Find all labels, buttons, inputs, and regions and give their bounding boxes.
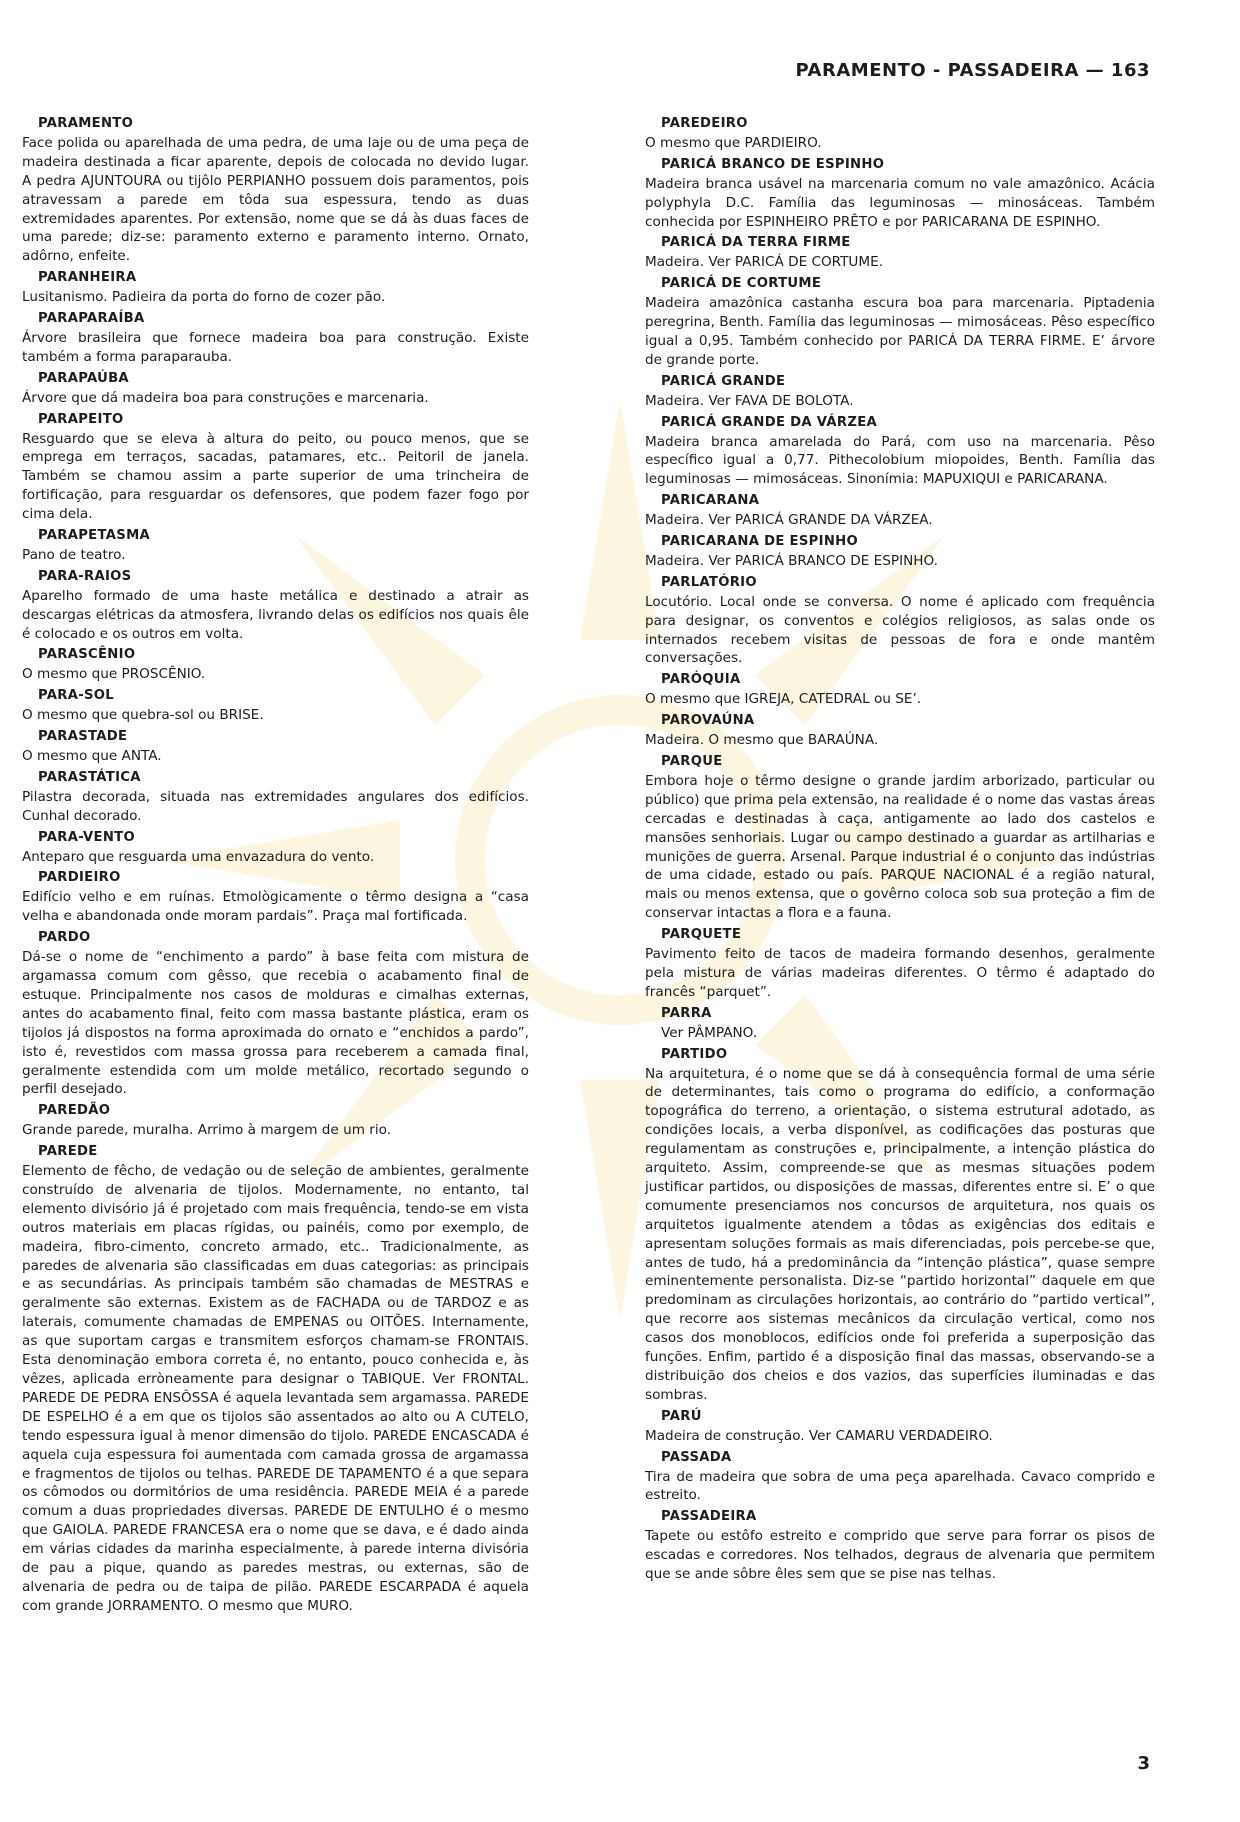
entry-term: PARAPAÚBA	[38, 370, 129, 386]
entry-term: PASSADA	[661, 1449, 732, 1465]
dictionary-entry	[22, 646, 529, 684]
entry-definition: Madeira amazônica castanha escura boa para marcenaria. Piptadenia peregrina, Benth. Família das leguminosas — mimosáceas. Pêso específico igual a 0,95. Também conhecido por PARICÁ DA TERRA FIRME. E’ árvore de grande porte.	[645, 295, 1155, 368]
entry-definition: Madeira de construção. Ver CAMARU VERDADEIRO.	[645, 1427, 993, 1444]
dictionary-entry	[645, 1005, 1155, 1043]
dictionary-entry	[22, 769, 529, 826]
dictionary-entry	[22, 829, 529, 867]
right-column	[645, 115, 1155, 1587]
running-header: PARAMENTO - PASSADEIRA — 163	[795, 60, 1150, 81]
entry-definition: O mesmo que ANTA.	[22, 748, 162, 764]
entry-definition: Anteparo que resguarda uma envazadura do vento.	[22, 848, 375, 865]
entry-definition: Grande parede, muralha. Arrimo à margem de um rio.	[22, 1122, 392, 1139]
entry-term: PARASTÁTICA	[38, 769, 141, 785]
dictionary-entry	[645, 1449, 1155, 1506]
entry-term: PARICARANA DE ESPINHO	[661, 534, 859, 550]
entry-term: PARASCÊNIO	[38, 647, 136, 663]
entry-definition: Madeira branca amarelada do Pará, com uso na marcenaria. Pêso específico igual a 0,77. Pithecolobium miopoides, Benth. Família das leguminosas — mimosáceas. Sinonímia: MAPUXIQUI e PARICARANA.	[645, 433, 1155, 488]
entry-definition: Pano de teatro.	[22, 546, 126, 563]
entry-definition: Na arquitetura, é o nome que se dá à consequência formal de uma série de determinantes, tais como o programa do edifício, a conformação topográfica do terreno, a orientação, o sistema estrutural adotado, as condições locais, a verba disponível, as codificações das posturas que regulamentam as construções e, principalmente, a intenção plástica do arquiteto. Assim, compreende-se que as mesmas situações podem justificar partidos, ou disposições de massas, diferentes entre si. E’ o que comumente presenciamos nos concursos de arquitetura, nos quais os arquitetos igualmente atendem a tôdas as exigências dos editais e apresentam soluções formais as mais diferenciadas, pois percebe-se que, antes de tudo, há a predominância da “intenção plástica”, quase sempre eminentemente personalista. Diz-se “partido horizontal” daquele em que predominam as circulações horizontais, ao contrário do “partido vertical”, que recorre aos sistemas mecânicos da circulação vertical, como nos casos dos monoblocos, edifícios onde foi preferida a superposição das funções. Enfim, partido é a disposição final das massas, observando-se a distribuição dos cheios e dos vazios, das superfícies iluminadas e das sombras.	[645, 1065, 1155, 1403]
page-number: 3	[1137, 1753, 1150, 1774]
entry-definition: O mesmo que quebra-sol ou BRISE.	[22, 707, 264, 724]
entry-term: PARQUETE	[661, 927, 742, 943]
entry-term: PARÚ	[661, 1408, 702, 1424]
entry-definition: Pavimento feito de tacos de madeira formando desenhos, geralmente pela mistura de várias madeiras diferentes. O têrmo é adaptado do francês “parquet”.	[645, 946, 1155, 1000]
dictionary-entry	[22, 1102, 529, 1140]
entry-definition: Resguardo que se eleva à altura do peito, ou pouco menos, que se emprega em terraços, sacadas, patamares, etc.. Peitoril de janela. Também se chamou assim a parte superior de uma trincheira de fortificação, para resguardar os defensores, que podem fazer fogo por cima dela.	[22, 430, 529, 523]
dictionary-entry	[645, 492, 1155, 530]
dictionary-entry	[645, 414, 1155, 490]
dictionary-entry	[22, 269, 529, 307]
entry-definition: Árvore brasileira que fornece madeira boa para construção. Existe também a forma paraparauba.	[22, 329, 529, 365]
entry-term: PAREDÃO	[38, 1103, 111, 1119]
entry-term: PAREDEIRO	[661, 116, 748, 131]
dictionary-entry	[645, 275, 1155, 370]
entry-term: PARICÁ DA TERRA FIRME	[661, 235, 851, 251]
entry-term: PAREDE	[38, 1144, 98, 1160]
dictionary-entry	[645, 1046, 1155, 1405]
entry-definition: Tira de madeira que sobra de uma peça aparelhada. Cavaco comprido e estreito.	[645, 1468, 1155, 1504]
entry-definition: Ver PÂMPANO.	[661, 1024, 758, 1041]
entry-definition: Embora hoje o têrmo designe o grande jardim arborizado, particular ou público) que prima pela extensão, na realidade é o nome das vastas áreas cercadas e destinadas à caça, antigamente ao lado dos castelos e mansões senhoriais. Lugar ou campo destinado a guardar as artilharias e munições de guerra. Arsenal. Parque industrial é o conjunto das indústrias de uma cidade, estado ou país. PARQUE NACIONAL é a região natural, mais ou menos extensa, que o govêrno coloca sob sua proteção a fim de conservar intactas a flora e a fauna.	[645, 772, 1155, 922]
entry-term: PARICARANA	[661, 493, 760, 509]
entry-definition: Madeira. Ver FAVA DE BOLOTA.	[645, 392, 854, 409]
entry-definition: Dá-se o nome de “enchimento a pardo” à base feita com mistura de argamassa comum com gêsso, que recebia o acabamento final de estuque. Principalmente nos casos de molduras e cimalhas externas, antes do acabamento final, feito com massa bastante plástica, eram os tijolos já dispostos na forma aproximada do ornato e “enchidos a pardo”, isto é, revestidos com massa grossa para receberem a camada final, geralmente estendida com um molde metálico, recortado segundo o perfil desejado.	[22, 949, 529, 1098]
entry-term: PASSADEIRA	[661, 1509, 757, 1525]
entry-term: PAROVAÚNA	[661, 713, 755, 729]
dictionary-entry	[22, 115, 529, 266]
dictionary-entry	[645, 373, 1155, 411]
entry-definition: Madeira. Ver PARICÁ GRANDE DA VÁRZEA.	[645, 512, 933, 529]
entry-term: PARTIDO	[661, 1046, 728, 1062]
entry-definition: Aparelho formado de uma haste metálica e destinado a atrair as descargas elétricas da atmosfera, livrando delas os edifícios nos quais êle é colocado e os outros em volta.	[22, 587, 529, 642]
entry-definition: Madeira. O mesmo que BARAÚNA.	[645, 732, 879, 749]
entry-term: PARRA	[661, 1005, 712, 1021]
dictionary-entry	[645, 926, 1155, 1002]
entry-term: PARICÁ GRANDE DA VÁRZEA	[661, 414, 878, 430]
entry-definition: Madeira. Ver PARICÁ DE CORTUME.	[645, 254, 884, 271]
dictionary-entry	[22, 929, 529, 1099]
entry-term: PARDO	[38, 930, 91, 946]
dictionary-entry	[22, 411, 529, 524]
entry-term: PARQUE	[661, 754, 723, 769]
left-column	[22, 115, 529, 1619]
dictionary-entry	[645, 156, 1155, 232]
dictionary-entry	[22, 370, 529, 408]
entry-definition: Edifício velho e em ruínas. Etmològicamente o têrmo designa a “casa velha e abandonada onde moram pardais”. Praça mal fortificada.	[22, 889, 529, 925]
entry-term: PARAPETASMA	[38, 528, 150, 544]
dictionary-entry	[645, 712, 1155, 750]
entry-definition: O mesmo que IGREJA, CATEDRAL ou SE’.	[645, 691, 922, 708]
entry-definition: Lusitanismo. Padieira da porta do forno de cozer pão.	[22, 289, 386, 306]
entry-term: PARA-SOL	[38, 688, 115, 704]
entry-definition: Face polida ou aparelhada de uma pedra, de uma laje ou de uma peça de madeira destinada a ficar aparente, depois de colocada no devido lugar. A pedra AJUNTOURA ou tijôlo PERPIANHO possuem dois paramentos, pois atravessam a parede em tôda sua espessura, tendo as duas extremidades aparentes. Por extensão, nome que se dá às duas faces de uma parede; diz-se: paramento externo e paramento interno. Ornato, adôrno, enfeite.	[22, 134, 529, 265]
dictionary-entry	[645, 753, 1155, 923]
entry-definition: O mesmo que PARDIEIRO.	[645, 134, 822, 151]
entry-term: PARDIEIRO	[38, 870, 121, 886]
dictionary-entry	[645, 1508, 1155, 1584]
entry-term: PARICÁ DE CORTUME	[661, 276, 822, 292]
dictionary-entry	[22, 568, 529, 644]
entry-definition: Locutório. Local onde se conversa. O nome é aplicado com frequência para designar, os conventos e colégios religiosos, as salas onde os internados recebem visitas de pessoas de fora e onde mantêm conversações.	[645, 593, 1155, 667]
entry-term: PARAMENTO	[38, 116, 134, 131]
entry-term: PARANHEIRA	[38, 270, 137, 286]
entry-definition: Árvore que dá madeira boa para construções e marcenaria.	[22, 389, 429, 406]
dictionary-entry	[22, 687, 529, 725]
entry-term: PARA-VENTO	[38, 829, 135, 845]
entry-definition: Madeira branca usável na marcenaria comum no vale amazônico. Acácia polyphyla D.C. Família das leguminosas — minosáceas. Também conhecida por ESPINHEIRO PRÊTO e por PARICARANA DE ESPINHO.	[645, 175, 1155, 230]
entry-term: PARASTADE	[38, 729, 128, 745]
dictionary-entry	[22, 1143, 529, 1616]
entry-term: PARA-RAIOS	[38, 568, 132, 584]
entry-term: PARLATÓRIO	[661, 574, 757, 590]
entry-term: PARAPEITO	[38, 411, 124, 427]
dictionary-entry	[645, 533, 1155, 571]
entry-term: PARÓQUIA	[661, 672, 741, 688]
dictionary-entry	[22, 728, 529, 766]
dictionary-entry	[645, 234, 1155, 272]
dictionary-entry	[22, 869, 529, 926]
dictionary-entry	[645, 1408, 1155, 1446]
dictionary-entry	[645, 671, 1155, 709]
entry-term: PARICÁ BRANCO DE ESPINHO	[661, 156, 885, 172]
dictionary-entry	[645, 574, 1155, 669]
entry-definition: Madeira. Ver PARICÁ BRANCO DE ESPINHO.	[645, 552, 938, 569]
dictionary-entry	[22, 527, 529, 565]
entry-definition: Pilastra decorada, situada nas extremidades angulares dos edifícios. Cunhal decorado.	[22, 788, 529, 824]
entry-term: PARICÁ GRANDE	[661, 373, 786, 389]
dictionary-entry	[22, 310, 529, 367]
entry-term: PARAPARAÍBA	[38, 311, 145, 327]
entry-definition: Elemento de fêcho, de vedação ou de seleção de ambientes, geralmente construído de alvenaria de tijolos. Modernamente, no entanto, tal elemento divisório já é projetado com mais frequência, tendo-se em vista outros materiais em placas rígidas, ou painéis, como por exemplo, de madeira, fibro-cimento, concreto armado, etc.. Tradicionalmente, as paredes de alvenaria são classificadas em duas categorias: as principais e as secundárias. As principais também são chamadas de MESTRAS e geralmente são externas. Existem as de FACHADA ou de TARDOZ e as laterais, comumente chamadas de EMPENAS ou OITÕES. Internamente, as que suportam cargas e transmitem esforços chamam-se FRONTAIS. Esta denominação embora correta é, no entanto, pouco conhecida e, às vêzes, aplicada erròneamente para designar o TABIQUE. Ver FRONTAL. PAREDE DE PEDRA ENSÔSSA é aquela levantada sem argamassa. PAREDE DE ESPELHO é a em que os tijolos são assentados ao alto ou A CUTELO, tendo espessura igual à menor dimensão do tijolo. PAREDE ENCASCADA é aquela cuja espessura foi aumentada com camada grossa de argamassa e fragmentos de tijolos ou telhas. PAREDE DE TAPAMENTO é a que separa os cômodos ou dormitórios de uma residência. PAREDE MEIA é a parede comum a duas propriedades diversas. PAREDE DE ENTULHO é o mesmo que GAIOLA. PAREDE FRANCESA era o nome que se dava, e é dado ainda em várias cidades da marinha especialmente, à parede interna divisória de pau a pique, quando as paredes mestras, ou externas, são de alvenaria de pedra ou de taipa de pilão. PAREDE ESCARPADA é aquela com grande JORRAMENTO. O mesmo que MURO.	[22, 1163, 529, 1614]
dictionary-entry	[645, 115, 1155, 153]
entry-definition: O mesmo que PROSCÊNIO.	[22, 666, 206, 683]
entry-definition: Tapete ou estôfo estreito e comprido que serve para forrar os pisos de escadas e corredores. Nos telhados, degraus de alvenaria que permitem que se ande sôbre êles sem que se pise nas telhas.	[645, 1528, 1155, 1583]
